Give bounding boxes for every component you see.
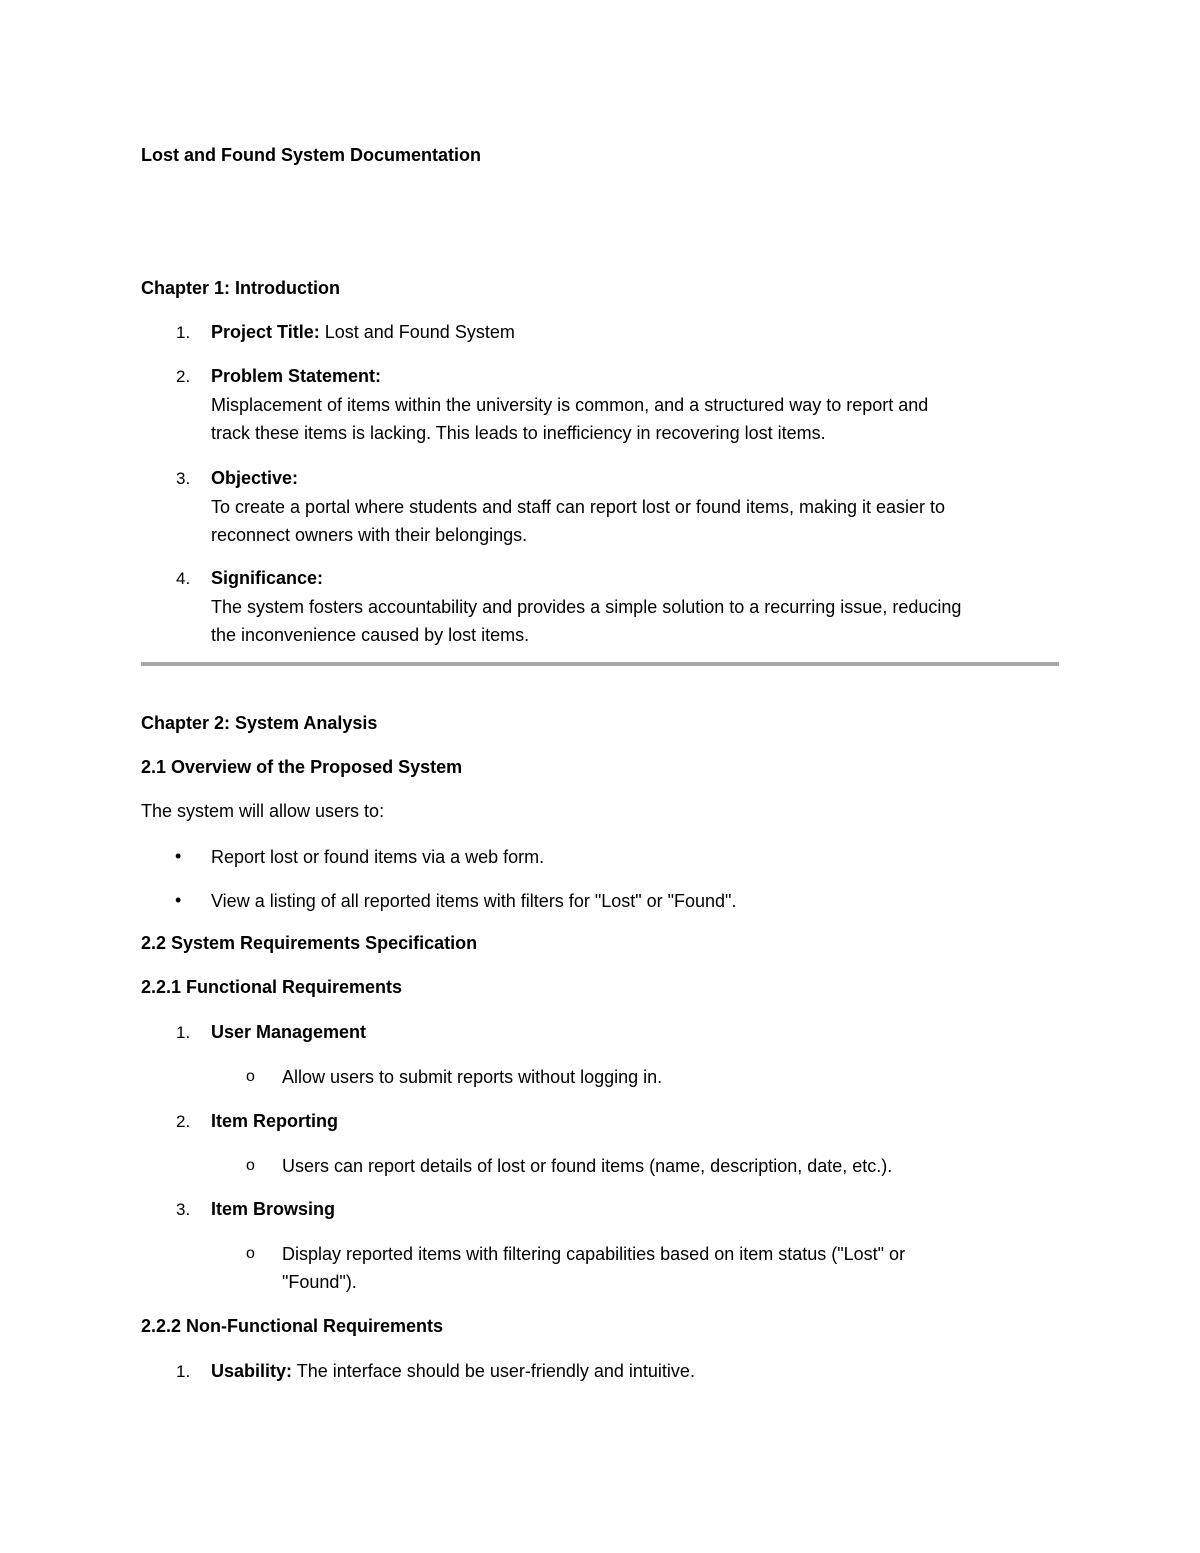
list-number: 2. <box>176 1112 191 1131</box>
sub-bullet-glyph: o <box>246 1245 255 1262</box>
item-text-line: The system fosters accountability and provides a simple solution to a recurring issue, reducing <box>211 597 962 617</box>
item-label: Problem Statement: <box>211 366 382 386</box>
sub-bullet-glyph: o <box>246 1068 255 1085</box>
bullet-glyph: • <box>175 846 182 866</box>
sub-item-text-line: Display reported items with filtering capabilities based on item status ("Lost" or <box>282 1244 906 1264</box>
list-number: 1. <box>176 323 191 342</box>
list-number: 1. <box>176 1362 191 1381</box>
item-text-line: track these items is lacking. This leads to inefficiency in recovering lost items. <box>211 423 826 443</box>
item-label: Significance: <box>211 568 324 588</box>
sub-item-text: Allow users to submit reports without logging in. <box>282 1067 663 1087</box>
section-2-1-heading: 2.1 Overview of the Proposed System <box>141 757 463 777</box>
item-text-line: Misplacement of items within the university is common, and a structured way to report and <box>211 395 929 415</box>
item-text-line: reconnect owners with their belongings. <box>211 525 528 545</box>
item-label: Project Title: <box>211 322 320 342</box>
bullet-text: View a listing of all reported items with filters for "Lost" or "Found". <box>211 891 737 911</box>
chapter-1-heading: Chapter 1: Introduction <box>141 278 340 298</box>
item-text-line: the inconvenience caused by lost items. <box>211 625 530 645</box>
chapter-2-heading: Chapter 2: System Analysis <box>141 713 378 733</box>
item-label: Item Browsing <box>211 1199 336 1219</box>
item-label: Objective: <box>211 468 299 488</box>
bullet-text: Report lost or found items via a web form. <box>211 847 545 867</box>
list-number: 3. <box>176 1200 191 1219</box>
item-label: User Management <box>211 1022 367 1042</box>
sub-bullet-glyph: o <box>246 1157 255 1174</box>
list-item-line <box>211 323 515 341</box>
item-label: Item Reporting <box>211 1111 339 1131</box>
list-number: 1. <box>176 1023 191 1042</box>
list-item-line <box>211 1362 695 1380</box>
item-text-line: To create a portal where students and staff can report lost or found items, making it easier to <box>211 497 946 517</box>
sub-item-text: Users can report details of lost or found items (name, description, date, etc.). <box>282 1156 893 1176</box>
section-2-1-intro: The system will allow users to: <box>141 801 385 821</box>
sub-item-text-line: "Found"). <box>282 1272 357 1292</box>
list-number: 2. <box>176 367 191 386</box>
item-label: Usability: <box>211 1361 293 1381</box>
bullet-glyph: • <box>175 890 182 910</box>
list-number: 4. <box>176 569 191 588</box>
item-text: The interface should be user-friendly and intuitive. <box>296 1361 695 1381</box>
section-2-2-heading: 2.2 System Requirements Specification <box>141 933 478 953</box>
item-text: Lost and Found System <box>324 322 515 342</box>
horizontal-divider <box>141 662 1059 666</box>
list-number: 3. <box>176 469 191 488</box>
document-title: Lost and Found System Documentation <box>141 145 482 165</box>
section-2-2-2-heading: 2.2.2 Non-Functional Requirements <box>141 1316 444 1336</box>
section-2-2-1-heading: 2.2.1 Functional Requirements <box>141 977 403 997</box>
